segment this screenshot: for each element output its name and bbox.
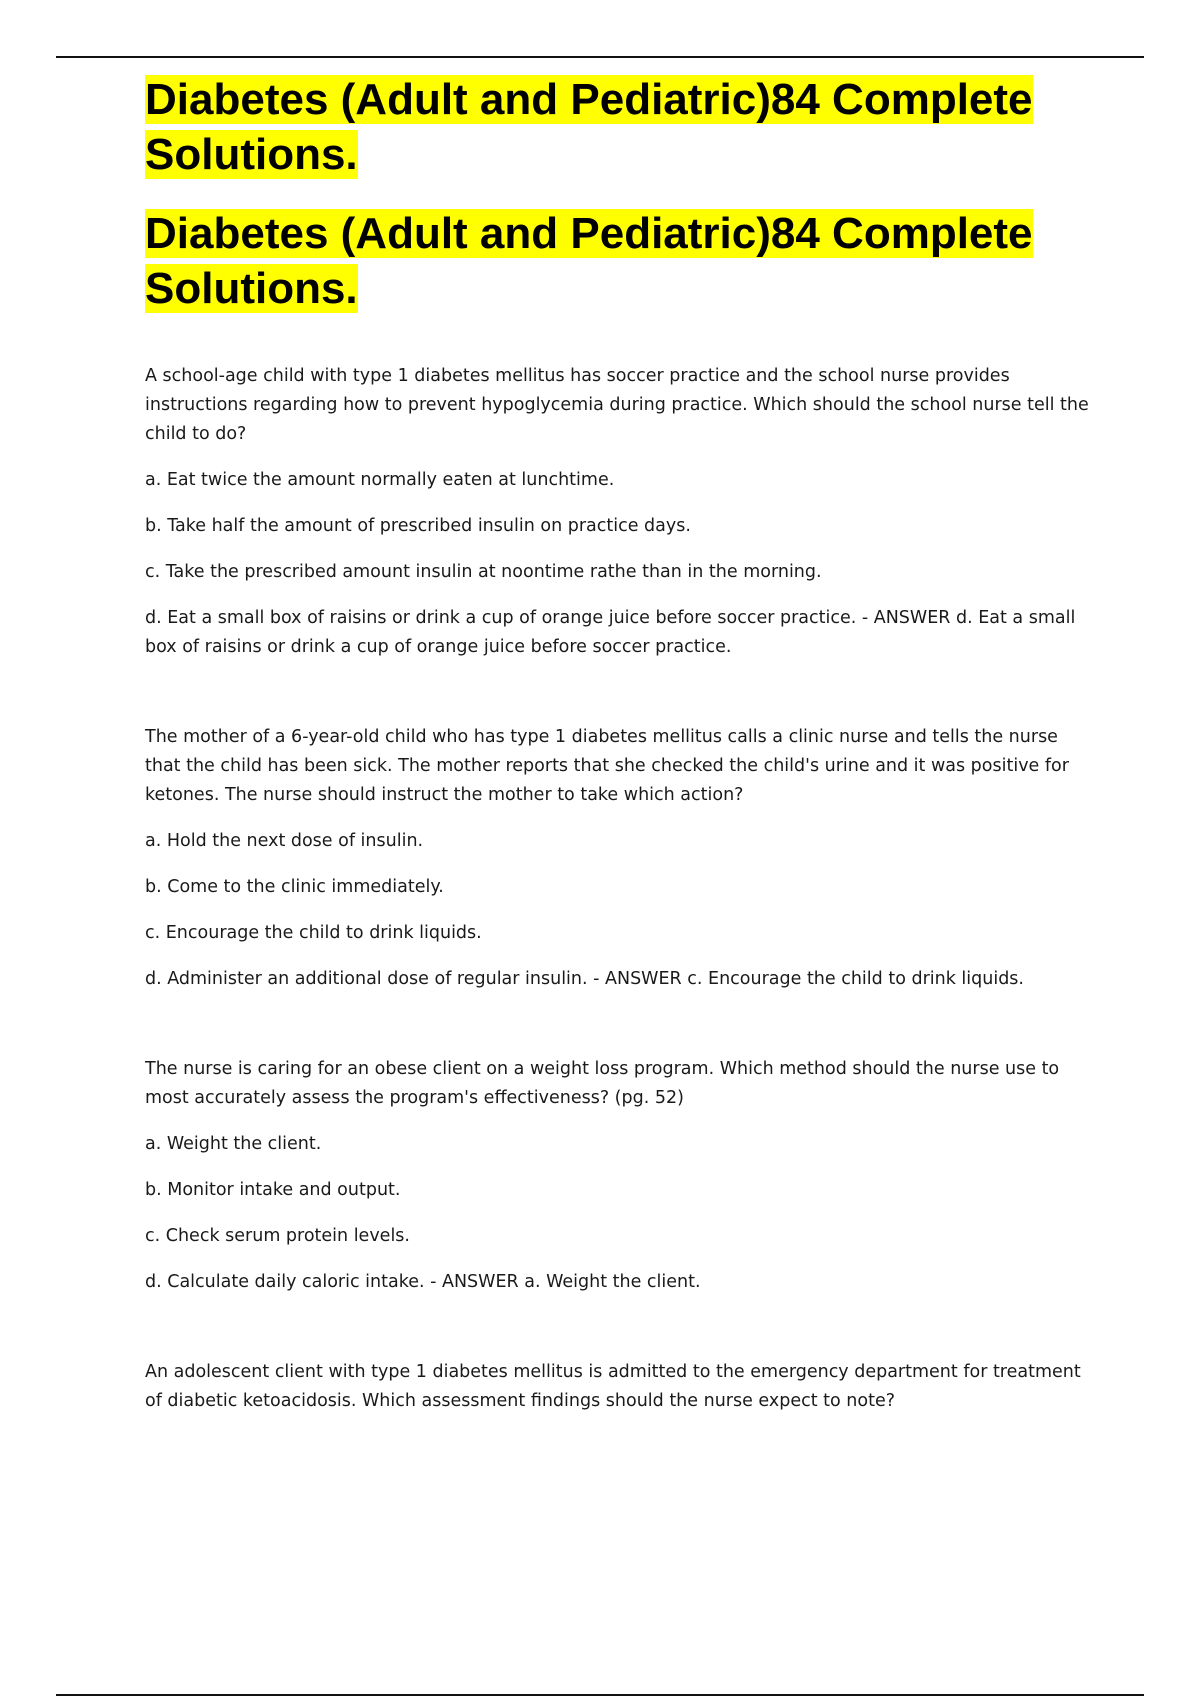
- question-text: A school-age child with type 1 diabetes mellitus has soccer practice and the school nurse provides instructions regarding how to prevent hypoglycemia during practice. Which should the school nurse tell the child to do?: [145, 366, 1089, 444]
- answer-option-c: c. Encourage the child to drink liquids.: [145, 923, 482, 943]
- question-block-4: [145, 1358, 1095, 1416]
- question-text: An adolescent client with type 1 diabetes mellitus is admitted to the emergency department for treatment of diabetic ketoacidosis. Which assessment findings should the nurse expect to note?: [145, 1362, 1081, 1411]
- question-text: The mother of a 6-year-old child who has type 1 diabetes mellitus calls a clinic nurse and tells the nurse that the child has been sick. The mother reports that she checked the child's urine and it was positive for ketones. The nurse should instruct the mother to take which action?: [145, 727, 1069, 805]
- page-bottom-rule: [56, 1694, 1144, 1696]
- answer-option-c: c. Check serum protein levels.: [145, 1226, 410, 1246]
- answer-option-d: d. Eat a small box of raisins or drink a cup of orange juice before soccer practice. - ANSWER d. Eat a small box of raisins or drink a cup of orange juice before soccer practice.: [145, 608, 1076, 657]
- answer-option-a: a. Weight the client.: [145, 1134, 322, 1154]
- answer-option-b: b. Monitor intake and output.: [145, 1180, 401, 1200]
- answer-option-d: d. Calculate daily caloric intake. - ANSWER a. Weight the client.: [145, 1272, 701, 1292]
- question-block-1: [145, 362, 1095, 662]
- document-body: [145, 72, 1095, 1416]
- answer-option-d: d. Administer an additional dose of regular insulin. - ANSWER c. Encourage the child to drink liquids.: [145, 969, 1024, 989]
- question-text: The nurse is caring for an obese client on a weight loss program. Which method should the nurse use to most accurately assess the program's effectiveness? (pg. 52): [145, 1059, 1060, 1108]
- answer-option-a: a. Hold the next dose of insulin.: [145, 831, 424, 851]
- answer-option-b: b. Come to the clinic immediately.: [145, 877, 444, 897]
- document-title-repeat: [145, 206, 1095, 316]
- answer-option-a: a. Eat twice the amount normally eaten at lunchtime.: [145, 470, 615, 490]
- document-title-repeat-text: Diabetes (Adult and Pediatric)84 Complete Solutions.: [145, 209, 1033, 313]
- page-top-rule: [56, 56, 1144, 58]
- answer-option-b: b. Take half the amount of prescribed insulin on practice days.: [145, 516, 691, 536]
- question-block-2: [145, 723, 1095, 994]
- question-block-3: [145, 1055, 1095, 1297]
- document-title-text: Diabetes (Adult and Pediatric)84 Complete Solutions.: [145, 75, 1033, 179]
- document-title: [145, 72, 1095, 182]
- answer-option-c: c. Take the prescribed amount insulin at noontime rathe than in the morning.: [145, 562, 822, 582]
